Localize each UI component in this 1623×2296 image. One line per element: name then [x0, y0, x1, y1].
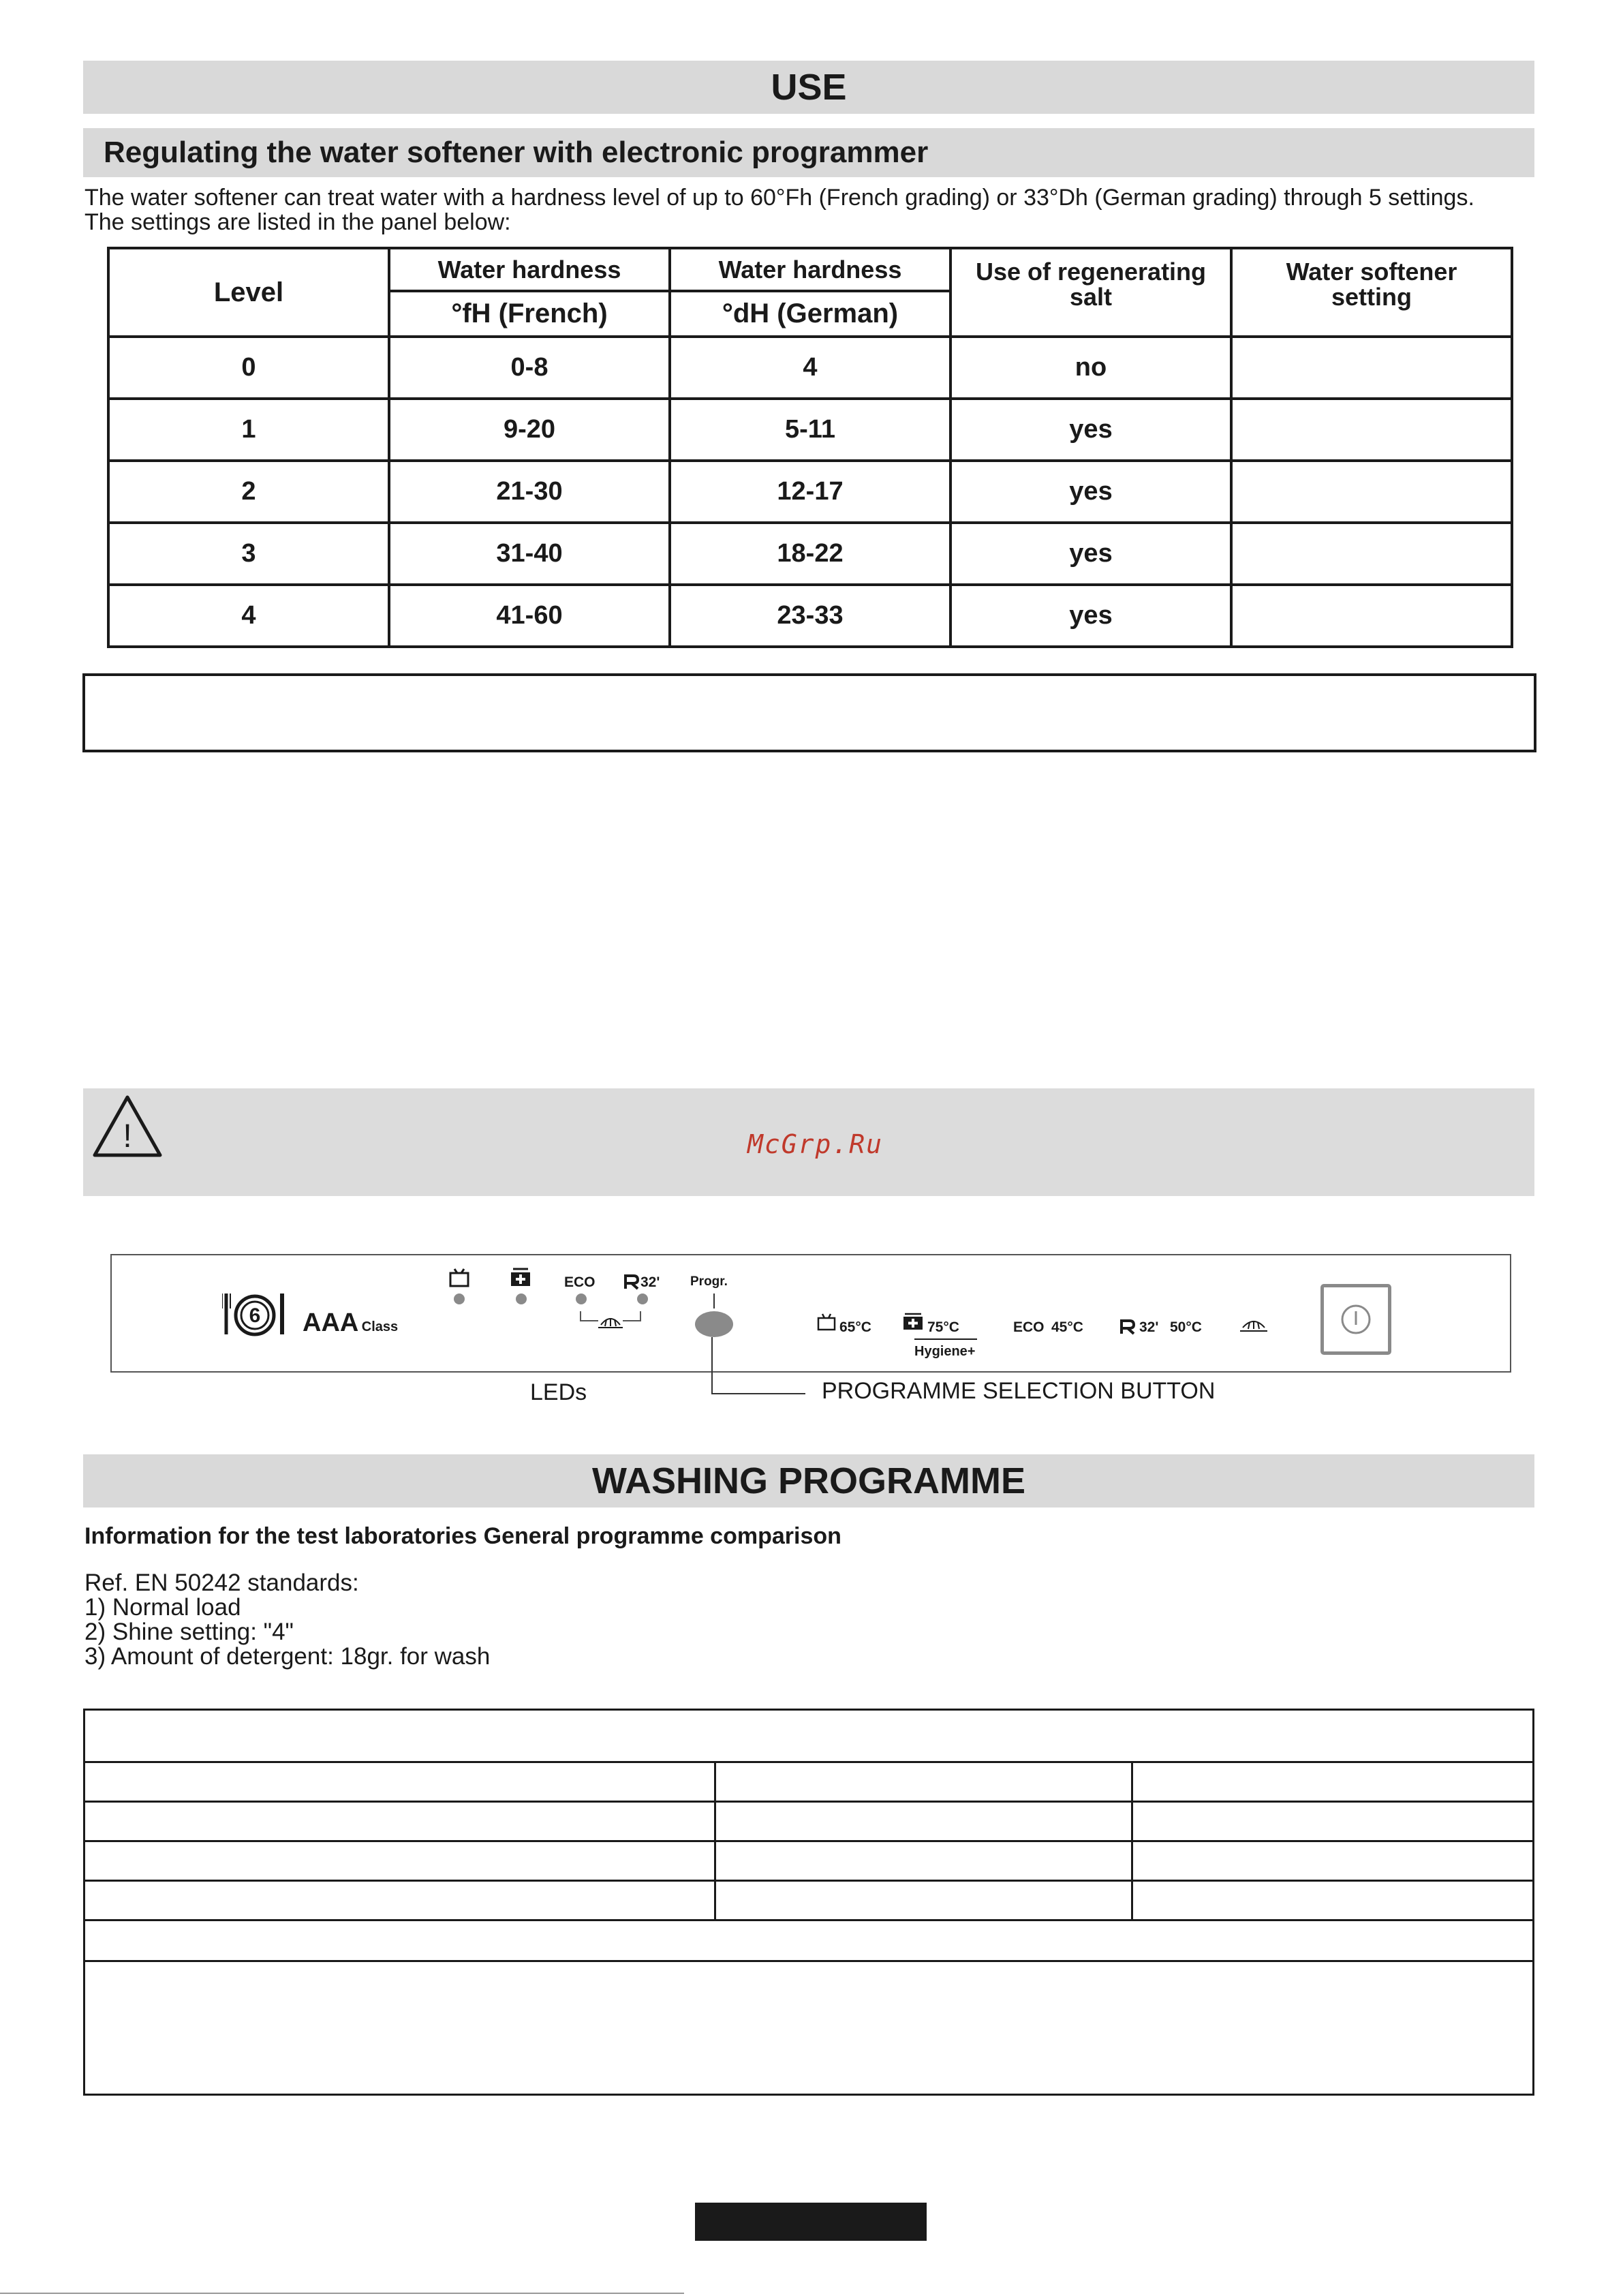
- rapid-label: 32': [640, 1274, 660, 1290]
- german-cell: 5-11: [670, 399, 950, 461]
- energy-class: [303, 1308, 398, 1338]
- header-hardness-german: Water hardness: [670, 248, 950, 291]
- table-cell: [715, 1762, 1132, 1802]
- warning-triangle-icon: [91, 1094, 164, 1159]
- rinse-aid-icon: [578, 1310, 643, 1333]
- progr-tick: [713, 1294, 715, 1308]
- salt-cell: yes: [950, 399, 1231, 461]
- program-hygiene-sub: Hygiene+: [914, 1344, 976, 1359]
- pot-icon: [816, 1313, 837, 1332]
- header-german-unit: °dH (German): [670, 291, 950, 337]
- french-cell: 31-40: [389, 523, 670, 585]
- section-header-use: [83, 61, 1534, 114]
- washing-info-heading: Information for the test laboratories General programme comparison: [84, 1523, 841, 1549]
- header-level: Level: [108, 248, 389, 337]
- table-cell: [84, 1802, 715, 1841]
- intro-line-2: The settings are listed in the panel below:: [84, 209, 511, 235]
- list-item: 2) Shine setting: "4": [84, 1619, 294, 1645]
- hygiene-program-icon: [902, 1313, 924, 1332]
- callout-leds: LEDs: [530, 1379, 587, 1405]
- softener-subtitle-bar: [83, 128, 1534, 177]
- program-intensive-temp: 65°C: [839, 1319, 871, 1335]
- level-cell: 2: [108, 461, 389, 523]
- table-cell: [84, 1710, 1534, 1762]
- german-cell: 4: [670, 337, 950, 399]
- rapid-program-icon: [1119, 1319, 1136, 1335]
- level-cell: 1: [108, 399, 389, 461]
- header-french-unit: °fH (French): [389, 291, 670, 337]
- progr-label: Progr.: [690, 1274, 728, 1289]
- table-cell: [1132, 1802, 1534, 1841]
- german-cell: 12-17: [670, 461, 950, 523]
- salt-cell: yes: [950, 461, 1231, 523]
- program-eco-temp: 45°C: [1051, 1319, 1083, 1335]
- eco-label: ECO: [564, 1274, 596, 1290]
- programme-selection-button[interactable]: [695, 1311, 733, 1337]
- table-row: [108, 585, 1512, 647]
- table-cell: [1132, 1762, 1534, 1802]
- callout-line-horizontal: [711, 1393, 805, 1394]
- warning-bar: [83, 1088, 1534, 1196]
- table-row: [108, 523, 1512, 585]
- table-cell: [84, 1920, 1534, 1961]
- note-box: [82, 673, 1536, 752]
- washing-standards: [84, 1571, 490, 1669]
- program-rapid-temp: 50°C: [1170, 1319, 1202, 1335]
- callout-programme-button: PROGRAMME SELECTION BUTTON: [822, 1378, 1216, 1404]
- salt-cell: yes: [950, 585, 1231, 647]
- callout-line-vertical: [711, 1337, 713, 1394]
- level-cell: 0: [108, 337, 389, 399]
- programme-table: [83, 1709, 1534, 2096]
- led-rapid: [637, 1294, 648, 1304]
- page-number-plate: [695, 2203, 927, 2241]
- header-hardness-french: Water hardness: [389, 248, 670, 291]
- setting-cell: [1231, 461, 1512, 523]
- table-cell: [84, 1961, 1534, 2095]
- list-item: 1) Normal load: [84, 1594, 241, 1621]
- german-cell: 18-22: [670, 523, 950, 585]
- salt-cell: yes: [950, 523, 1231, 585]
- setting-cell: [1231, 523, 1512, 585]
- softener-subtitle: Regulating the water softener with electronic programmer: [104, 136, 929, 169]
- table-cell: [1132, 1881, 1534, 1920]
- svg-text:!: !: [123, 1118, 132, 1154]
- french-cell: 41-60: [389, 585, 670, 647]
- table-row: [108, 461, 1512, 523]
- program-hygiene-temp: 75°C: [927, 1319, 959, 1335]
- water-hardness-table: [107, 247, 1513, 648]
- prewash-icon: [1239, 1314, 1269, 1333]
- led-intensive: [454, 1294, 465, 1304]
- led-hygiene: [516, 1294, 527, 1304]
- place-settings-number: 6: [249, 1304, 261, 1327]
- header-salt: Use of regenerating salt: [950, 248, 1231, 337]
- french-cell: 21-30: [389, 461, 670, 523]
- german-cell: 23-33: [670, 585, 950, 647]
- softener-intro: [84, 185, 1543, 234]
- french-cell: 9-20: [389, 399, 670, 461]
- led-eco: [576, 1294, 587, 1304]
- french-cell: 0-8: [389, 337, 670, 399]
- power-button[interactable]: [1320, 1284, 1391, 1355]
- hygiene-underline: [914, 1338, 977, 1340]
- table-cell: [715, 1802, 1132, 1841]
- rapid-r-icon: [623, 1274, 640, 1290]
- standards-line: Ref. EN 50242 standards:: [84, 1570, 359, 1596]
- hygiene-icon: [509, 1268, 532, 1288]
- list-item: 3) Amount of detergent: 18gr. for wash: [84, 1643, 491, 1670]
- table-cell: [715, 1841, 1132, 1881]
- level-cell: 4: [108, 585, 389, 647]
- control-panel: [110, 1254, 1511, 1373]
- table-cell: [715, 1881, 1132, 1920]
- table-cell: [84, 1762, 715, 1802]
- setting-cell: [1231, 337, 1512, 399]
- setting-cell: [1231, 399, 1512, 461]
- header-setting: Water softener setting: [1231, 248, 1512, 337]
- table-row: [108, 399, 1512, 461]
- setting-cell: [1231, 585, 1512, 647]
- table-row: [108, 337, 1512, 399]
- section-header-washing: [83, 1454, 1534, 1507]
- energy-class-rating: AAA: [303, 1308, 359, 1337]
- footer-line: [0, 2293, 684, 2294]
- salt-cell: no: [950, 337, 1231, 399]
- table-cell: [84, 1841, 715, 1881]
- program-rapid-time: 32': [1139, 1319, 1159, 1335]
- intensive-pot-icon: [448, 1268, 471, 1288]
- table-cell: [84, 1881, 715, 1920]
- section-title: USE: [771, 67, 847, 108]
- power-icon: [1324, 1287, 1388, 1351]
- table-cell: [1132, 1841, 1534, 1881]
- intro-line-1: The water softener can treat water with a hardness level of up to 60°Fh (French grading) or 33°Dh (German grading) through 5 settings.: [84, 185, 1474, 211]
- program-eco-label: ECO: [1013, 1319, 1045, 1335]
- level-cell: 3: [108, 523, 389, 585]
- watermark: McGrp.Ru: [747, 1129, 884, 1159]
- energy-class-suffix: Class: [361, 1319, 399, 1334]
- washing-title: WASHING PROGRAMME: [591, 1460, 1025, 1501]
